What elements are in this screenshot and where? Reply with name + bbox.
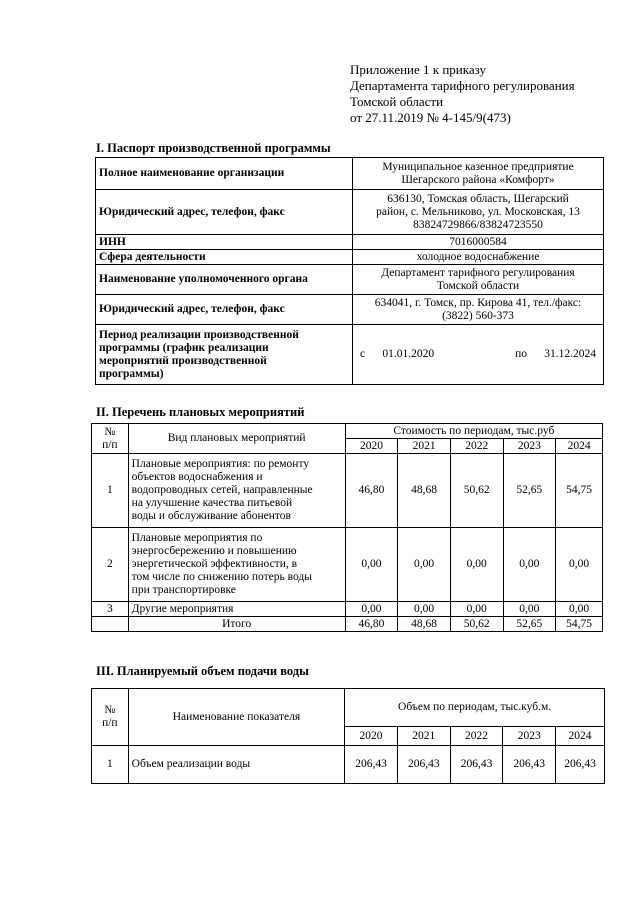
row-value: Департамент тарифного регулирования Томской области <box>353 265 604 295</box>
row-value: 0,00 <box>503 602 556 617</box>
row-name: Объем реализации воды <box>128 746 345 784</box>
row-no: 1 <box>92 454 129 528</box>
col-cost-header: Стоимость по периодам, тыс.руб <box>345 424 602 439</box>
appendix-line: Департамента тарифного регулирования <box>350 78 575 93</box>
row-value: 0,00 <box>450 528 503 602</box>
year-header: 2024 <box>556 439 603 454</box>
period-value: с 01.01.2020 по 31.12.2024 <box>353 325 604 385</box>
measures-table <box>91 423 603 632</box>
row-value: 206,43 <box>345 746 398 784</box>
row-value: 7016000584 <box>353 235 604 250</box>
row-value: 52,65 <box>503 454 556 528</box>
row-value: Муниципальное казенное предприятие Шегарского района «Комфорт» <box>353 158 604 190</box>
row-value: 0,00 <box>345 528 398 602</box>
total-label: Итого <box>128 617 345 632</box>
total-row <box>92 617 603 632</box>
row-value: 636130, Томская область, Шегарский район, с. Мельниково, ул. Московская, 13 83824729866/83824723550 <box>353 190 604 235</box>
period-label: Период реализации производственной программы (график реализации мероприятий производственной программы) <box>96 325 353 385</box>
row-value: 0,00 <box>556 602 603 617</box>
row-value: 48,68 <box>398 454 451 528</box>
table-row <box>96 250 604 265</box>
col-no-header: № п/п <box>92 689 129 746</box>
row-label: Юридический адрес, телефон, факс <box>96 295 353 325</box>
col-no-header: № п/п <box>92 424 129 454</box>
table-row <box>96 235 604 250</box>
year-header: 2020 <box>345 727 398 746</box>
table-header-row <box>92 689 605 727</box>
year-header: 2022 <box>450 439 503 454</box>
row-value: 0,00 <box>345 602 398 617</box>
row-no: 1 <box>92 746 129 784</box>
year-header: 2024 <box>556 727 605 746</box>
row-no: 2 <box>92 528 129 602</box>
row-no: 3 <box>92 602 129 617</box>
row-value: 46,80 <box>345 454 398 528</box>
row-value: 50,62 <box>450 454 503 528</box>
appendix-header <box>350 62 575 126</box>
table-row <box>92 528 603 602</box>
row-label: Полное наименование организации <box>96 158 353 190</box>
year-header: 2021 <box>397 727 450 746</box>
year-header: 2023 <box>503 439 556 454</box>
row-value: 0,00 <box>398 528 451 602</box>
total-value: 48,68 <box>398 617 451 632</box>
total-value: 46,80 <box>345 617 398 632</box>
passport-table <box>95 157 604 385</box>
appendix-line: Томской области <box>350 94 444 109</box>
year-header: 2020 <box>345 439 398 454</box>
row-name: Плановые мероприятия: по ремонту объектов водоснабжения и водопроводных сетей, направленные на улучшение качества питьевой воды и обслуживание абонентов <box>128 454 345 528</box>
row-value: 54,75 <box>556 454 603 528</box>
row-label: Сфера деятельности <box>96 250 353 265</box>
col-name-header: Наименование показателя <box>128 689 345 746</box>
row-name: Плановые мероприятия по энергосбережению и повышению энергетической эффективности, в том числе по снижению потерь воды при транспортировке <box>128 528 345 602</box>
section1-title: I. Паспорт производственной программы <box>96 141 331 155</box>
row-label: Наименование уполномоченного органа <box>96 265 353 295</box>
row-value: 0,00 <box>503 528 556 602</box>
year-header: 2021 <box>398 439 451 454</box>
row-value: холодное водоснабжение <box>353 250 604 265</box>
table-row <box>96 265 604 295</box>
row-value: 206,43 <box>503 746 556 784</box>
table-header-row <box>92 424 603 439</box>
table-row <box>92 454 603 528</box>
table-row <box>96 325 604 385</box>
row-name: Другие мероприятия <box>128 602 345 617</box>
appendix-line: от 27.11.2019 № 4-145/9(473) <box>350 110 511 125</box>
total-value: 54,75 <box>556 617 603 632</box>
row-value: 0,00 <box>450 602 503 617</box>
total-no <box>92 617 129 632</box>
total-value: 50,62 <box>450 617 503 632</box>
table-row <box>92 602 603 617</box>
row-value: 206,43 <box>450 746 503 784</box>
section3-title: III. Планируемый объем подачи воды <box>96 664 309 678</box>
table-row <box>92 746 605 784</box>
row-label: Юридический адрес, телефон, факс <box>96 190 353 235</box>
water-volume-table <box>91 688 605 784</box>
year-header: 2022 <box>450 727 503 746</box>
row-value: 0,00 <box>398 602 451 617</box>
row-value: 0,00 <box>556 528 603 602</box>
year-header: 2023 <box>503 727 556 746</box>
row-value: 206,43 <box>397 746 450 784</box>
col-name-header: Вид плановых мероприятий <box>128 424 345 454</box>
total-value: 52,65 <box>503 617 556 632</box>
table-row <box>96 158 604 190</box>
table-row <box>96 295 604 325</box>
row-value: 206,43 <box>556 746 605 784</box>
row-label: ИНН <box>96 235 353 250</box>
section2-title: II. Перечень плановых мероприятий <box>96 405 305 419</box>
table-row <box>96 190 604 235</box>
col-volume-header: Объем по периодам, тыс.куб.м. <box>345 689 605 727</box>
row-value: 634041, г. Томск, пр. Кирова 41, тел./факс: (3822) 560-373 <box>353 295 604 325</box>
appendix-line: Приложение 1 к приказу <box>350 62 487 77</box>
